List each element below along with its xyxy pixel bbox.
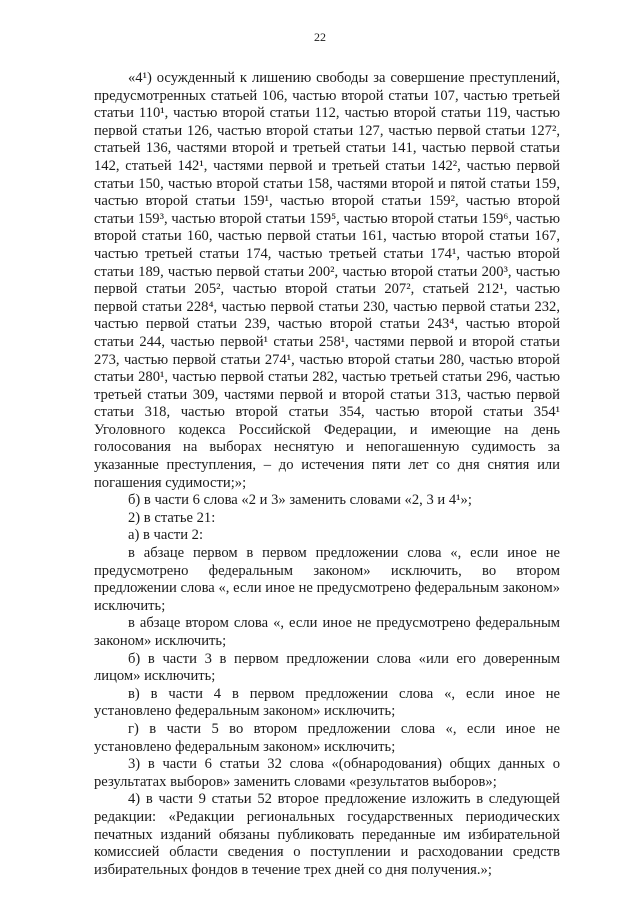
paragraph-abzats-second: в абзаце втором слова «, если иное не предусмотрено федеральным законом» исключить;	[94, 615, 560, 649]
paragraph-item-4: 4) в части 9 статьи 52 второе предложение изложить в следующей редакции: «Редакции региональных государственных периодических печатных изданий обязаны публиковать переданные им избирательной комиссией области сведения о поступлении и расходовании средств избирательных фондов в течение трех дней со дня получения.»;	[94, 791, 560, 878]
paragraph-part-4: в) в части 4 в первом предложении слова «, если иное не установлено федеральным законом» исключить;	[94, 685, 560, 720]
paragraph-abzats-first: в абзаце первом в первом предложении слова «, если иное не предусмотрено федеральным законом» исключить, во втором предложении слова «, если иное не предусмотрено федеральным законом» исключить;	[94, 545, 560, 614]
paragraph-part-5: г) в части 5 во втором предложении слова «, если иное не установлено федеральным законом» исключить;	[94, 720, 560, 755]
paragraph-4-1-definition: «4¹) осужденный к лишению свободы за совершение преступлений, предусмотренных статьей 106, частью второй статьи 107, частью третьей статьи 110¹, частью второй статьи 112, частью второй статьи 119, частью первой статьи 126, частью второй статьи 127, частью первой статьи 127², статьей 136, частями второй и третьей статьи 141, частью первой статьи 142, статьей 142¹, частями первой и третьей статьи 142², частью первой статьи 150, частью второй статьи 158, частями второй и пятой статьи 159, частью второй статьи 159¹, частью второй статьи 159², частью второй статьи 159³, частью второй статьи 159⁵, частью второй статьи 159⁶, частью второй статьи 160, частью первой статьи 161, частью второй статьи 167, частью третьей статьи 174, частью третьей статьи 174¹, частью второй статьи 189, частью первой статьи 200², частью второй статьи 200³, частью первой статьи 205², частью второй статьи 207², статьей 212¹, частью первой статьи 228⁴, частью первой статьи 230, частью первой статьи 232, частью первой статьи 239, частью второй статьи 243⁴, частью второй статьи 244, частью первой¹ статьи 258¹, частями первой и второй статьи 273, частью первой статьи 274¹, частью второй статьи 280, частью второй статьи 280¹, частью первой статьи 282, частью третьей статьи 296, частью третьей статьи 309, частями первой и второй статьи 313, частью первой статьи 318, частью второй статьи 354, частью второй статьи 354¹ Уголовного кодекса Российской Федерации, и имеющие на день голосования на выборах неснятую и непогашенную судимость за указанные преступления, – до истечения пяти лет со дня снятия или погашения судимости;»;	[94, 70, 560, 491]
document-body	[94, 70, 560, 879]
paragraph-item-2: 2) в статье 21:	[128, 509, 216, 526]
paragraph-item-3: 3) в части 6 статьи 32 слова «(обнародования) общих данных о результатах выборов» заменить словами «результатов выборов»;	[94, 756, 560, 790]
paragraph-part-3: б) в части 3 в первом предложении слова «или его доверенным лицом» исключить;	[94, 650, 560, 685]
paragraph-item-a: а) в части 2:	[128, 527, 204, 544]
paragraph-item-b: б) в части 6 слова «2 и 3» заменить словами «2, 3 и 4¹»;	[128, 492, 472, 509]
page-number: 22	[314, 30, 326, 44]
